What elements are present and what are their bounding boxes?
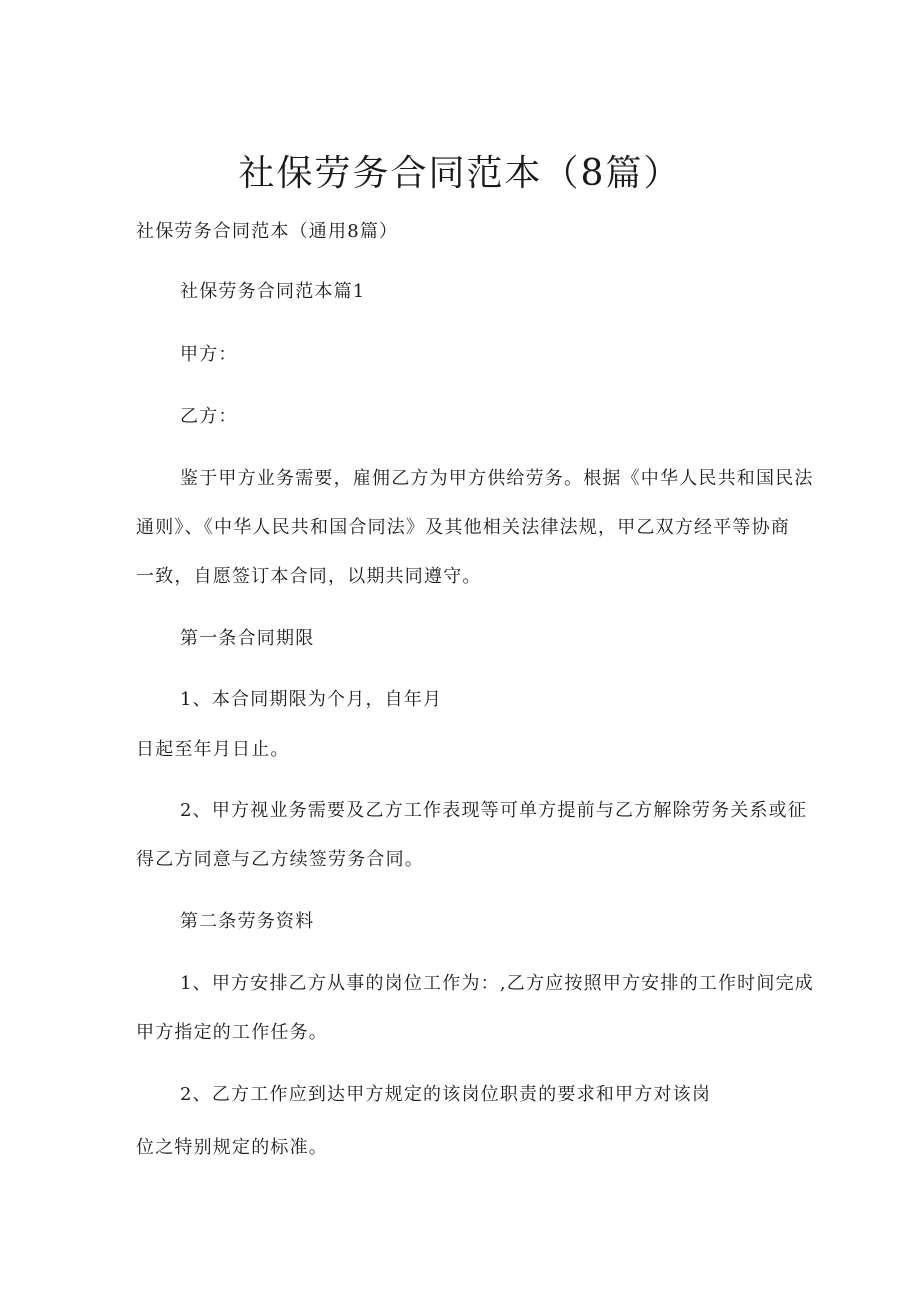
article-2-item-2-line-1: 2、乙方工作应到达甲方规定的该岗位职责的要求和甲方对该岗: [180, 1084, 712, 1105]
party-b-label: 乙方：: [180, 406, 238, 427]
article-1-item-2-line-1: 2、甲方视业务需要及乙方工作表现等可单方提前与乙方解除劳务关系或征: [180, 800, 808, 821]
document-title: 社保劳务合同范本（8篇）: [238, 153, 682, 194]
preamble-line-2: 通则》、《中华人民共和国合同法》及其他相关法律法规，甲乙双方经平等协商: [136, 517, 790, 538]
article-2-item-2-line-2: 位之特别规定的标准。: [136, 1137, 328, 1158]
article-1-item-1-line-2: 日起至年月日止。: [136, 739, 290, 760]
article-2-item-1-line-2: 甲方指定的工作任务。: [136, 1022, 328, 1043]
section-heading: 社保劳务合同范本篇1: [180, 281, 366, 302]
party-a-label: 甲方：: [180, 344, 238, 365]
document-subtitle: 社保劳务合同范本（通用8篇）: [136, 221, 399, 242]
article-1-item-1-line-1: 1、本合同期限为个月，自年月: [180, 689, 443, 710]
article-2-item-1-line-1: 1、甲方安排乙方从事的岗位工作为：,乙方应按照甲方安排的工作时间完成: [180, 973, 814, 994]
article-2-heading: 第二条劳务资料: [180, 911, 315, 932]
preamble-line-1: 鉴于甲方业务需要，雇佣乙方为甲方供给劳务。根据《中华人民共和国民法: [180, 468, 814, 489]
preamble-line-3: 一致，自愿签订本合同，以期共同遵守。: [136, 566, 482, 587]
article-1-heading: 第一条合同期限: [180, 628, 315, 649]
article-1-item-2-line-2: 得乙方同意与乙方续签劳务合同。: [136, 849, 424, 870]
